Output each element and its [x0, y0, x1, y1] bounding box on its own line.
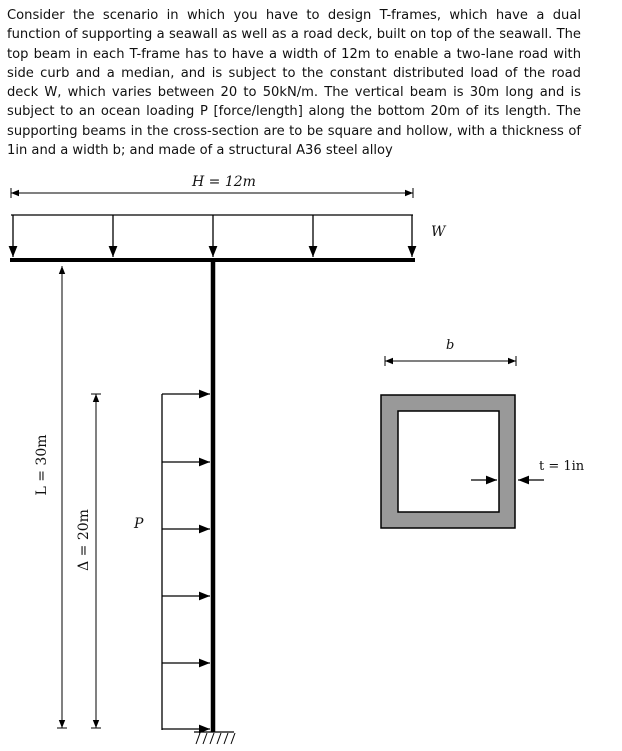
delta-dimension — [91, 394, 101, 728]
thickness-label: t = 1in — [539, 459, 585, 474]
hollow-square-section — [381, 395, 515, 528]
p-label: P — [134, 516, 144, 532]
l-dimension — [57, 266, 67, 728]
delta-label: Δ = 20m — [76, 509, 92, 571]
b-dimension — [385, 356, 516, 366]
h-label: H = 12m — [192, 174, 256, 190]
problem-statement: Consider the scenario in which you have to design T-frames, which have a dual function of supporting a seawall as well as a road deck, built on top of the seawall. The top beam in each T-frame has to have a width of 12m to enable a two-lane road with side curb and a median, and is subject to the constant distributed load of the road deck W, which varies between 20 to 50kN/m. The vertical beam is 30m long and is subject to an ocean loading P [force/length] along the bottom 20m of its length. The supporting beams in the cross-section are to be square and hollow, with a thickness of 1in and a width b; and made of a structural A36 steel alloy — [7, 8, 581, 159]
fixed-support — [194, 732, 235, 744]
w-label: W — [431, 224, 446, 240]
l-label: L = 30m — [34, 434, 50, 496]
b-label: b — [446, 338, 455, 353]
ocean-load-arrows — [162, 394, 210, 730]
deck-load-arrows — [11, 215, 413, 257]
